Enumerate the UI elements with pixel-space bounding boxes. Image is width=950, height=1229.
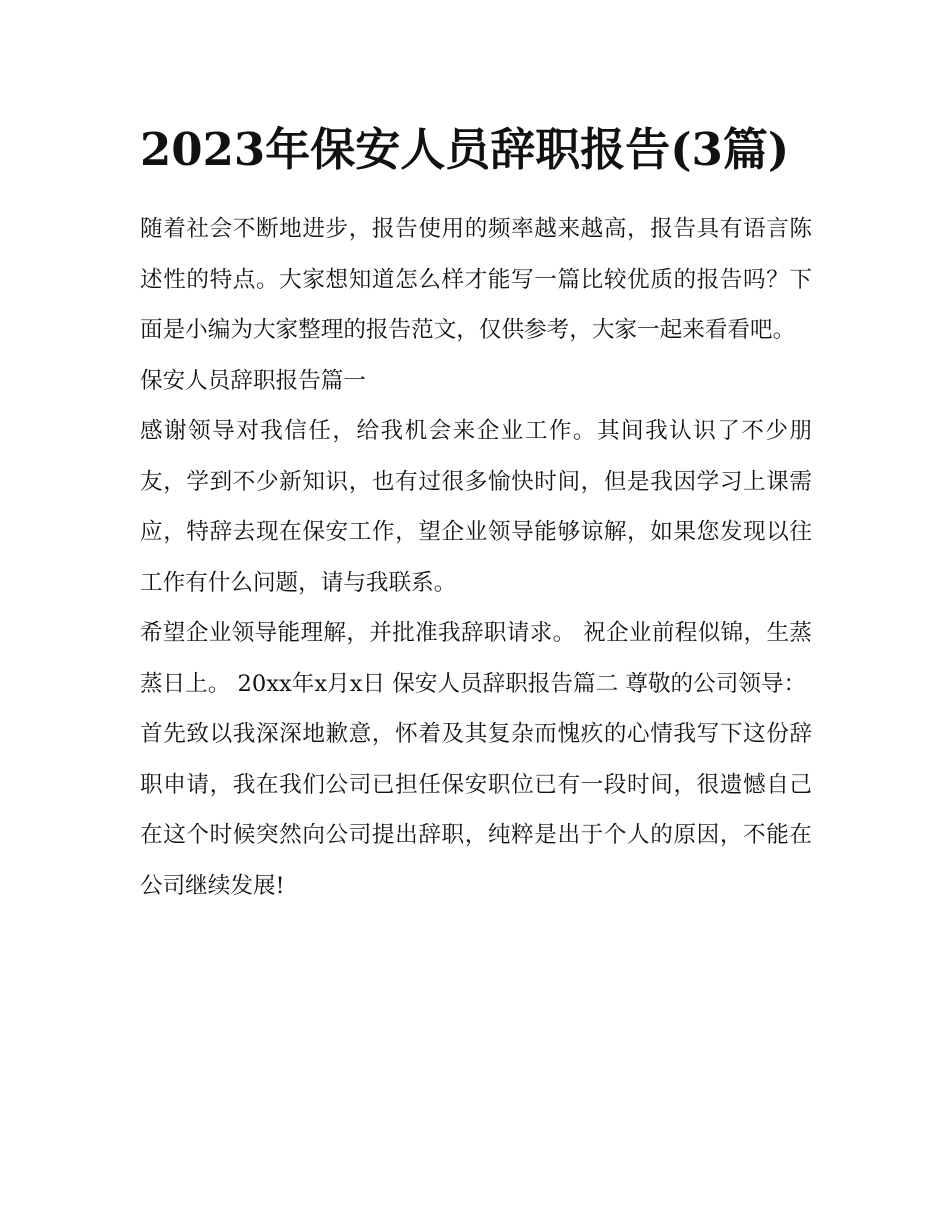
document-body: [140, 118, 812, 911]
document-title: 2023年保安人员辞职报告(3篇): [140, 123, 790, 176]
section-heading-one: 保安人员辞职报告篇一: [140, 367, 366, 394]
body-paragraph-one: 感谢领导对我信任，给我机会来企业工作。其间我认识了不少朋友，学到不少新知识，也有过很多愉快时间，但是我因学习上课需应，特辞去现在保安工作，望企业领导能够谅解，如果您发现以往工作有什么问题，请与我联系。: [140, 418, 812, 596]
body-paragraph-two: 希望企业领导能理解，并批准我辞职请求。 祝企业前程似锦，生蒸蒸日上。 20xx年x月x日 保安人员辞职报告篇二 尊敬的公司领导：: [140, 620, 812, 697]
intro-paragraph: 随着社会不断地进步，报告使用的频率越来越高，报告具有语言陈述性的特点。大家想知道怎么样才能写一篇比较优质的报告吗？下面是小编为大家整理的报告范文，仅供参考，大家一起来看看吧。: [140, 216, 812, 343]
body-paragraph-three: 首先致以我深深地歉意，怀着及其复杂而愧疚的心情我写下这份辞职申请，我在我们公司已担任保安职位已有一段时间，很遗憾自己在这个时候突然向公司提出辞职，纯粹是出于个人的原因，不能在公司继续发展!: [140, 721, 812, 899]
